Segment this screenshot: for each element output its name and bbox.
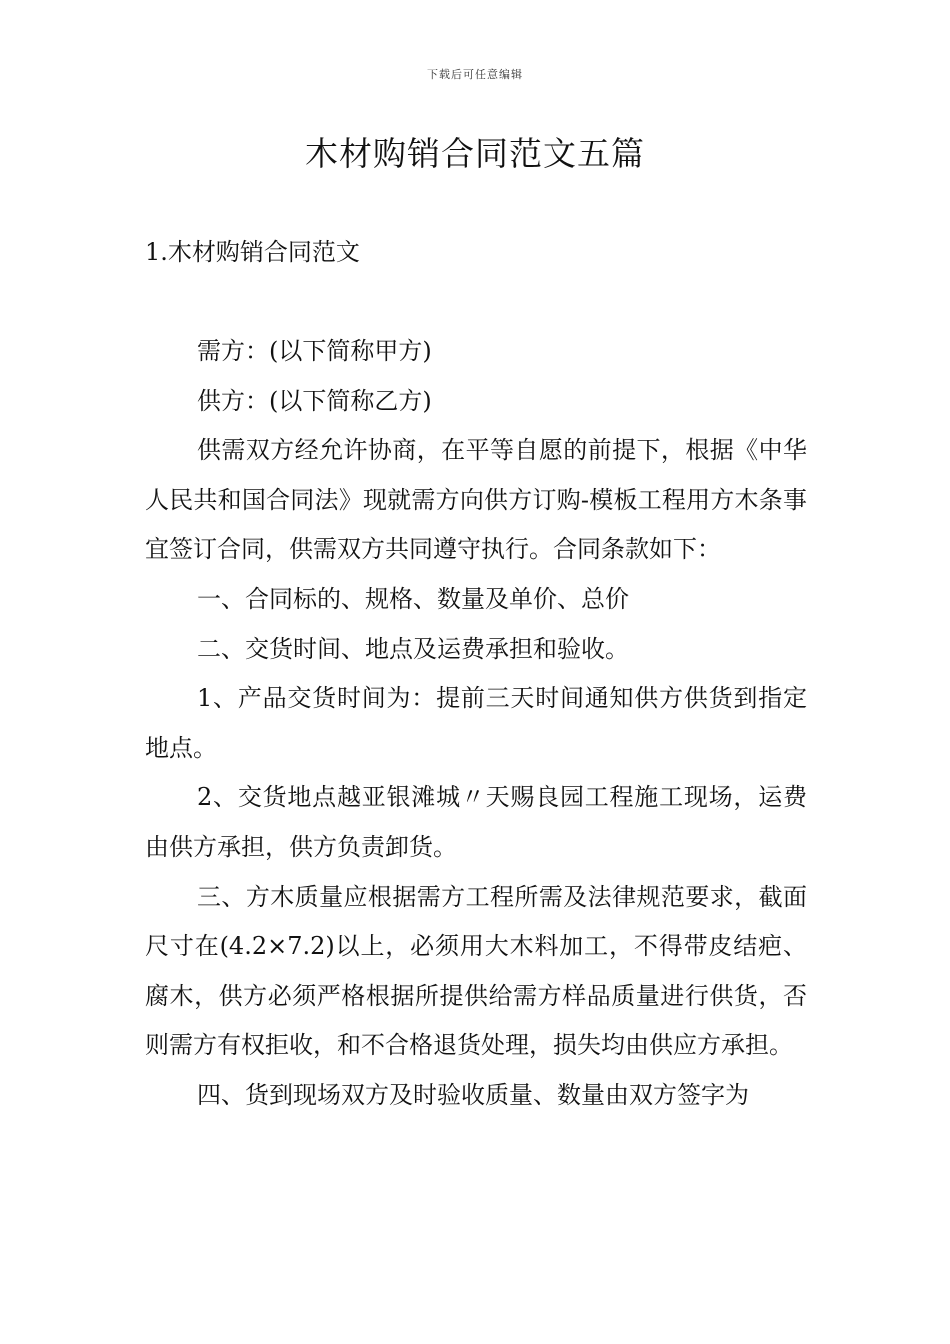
- paragraph-clause-1: 一、合同标的、规格、数量及单价、总价: [197, 584, 629, 613]
- paragraph-demand-party: 需方：(以下简称甲方): [197, 337, 432, 365]
- document-title: 木材购销合同范文五篇: [305, 134, 645, 173]
- paragraph-clause-4: 四、货到现场双方及时验收质量、数量由双方签字为: [197, 1080, 749, 1109]
- paragraph-supply-party: 供方：(以下简称乙方): [197, 386, 432, 415]
- paragraph-preamble: 供需双方经允许协商，在平等自愿的前提下，根据《中华人民共和国合同法》现就需方向供方订购-模板工程用方木条事宜签订合同，供需双方共同遵守执行。合同条款如下：: [145, 436, 807, 564]
- document-body: [145, 327, 807, 1121]
- paragraph-clause-2: 二、交货时间、地点及运费承担和验收。: [197, 634, 629, 663]
- section-heading: 1.木材购销合同范文: [145, 238, 360, 266]
- paragraph-clause-2-item-1: 1、产品交货时间为：提前三天时间通知供方供货到指定地点。: [145, 684, 807, 762]
- header-note: 下载后可任意编辑: [427, 68, 523, 81]
- paragraph-clause-3: 三、方木质量应根据需方工程所需及法律规范要求，截面尺寸在(4.2×7.2)以上，必须用大木料加工，不得带皮结疤、腐木，供方必须严格根据所提供给需方样品质量进行供货，否则需方有权拒收，和不合格退货处理，损失均由供应方承担。: [145, 882, 807, 1060]
- paragraph-clause-2-item-2: 2、交货地点越亚银滩城〃天赐良园工程施工现场，运费由供方承担，供方负责卸货。: [145, 783, 807, 861]
